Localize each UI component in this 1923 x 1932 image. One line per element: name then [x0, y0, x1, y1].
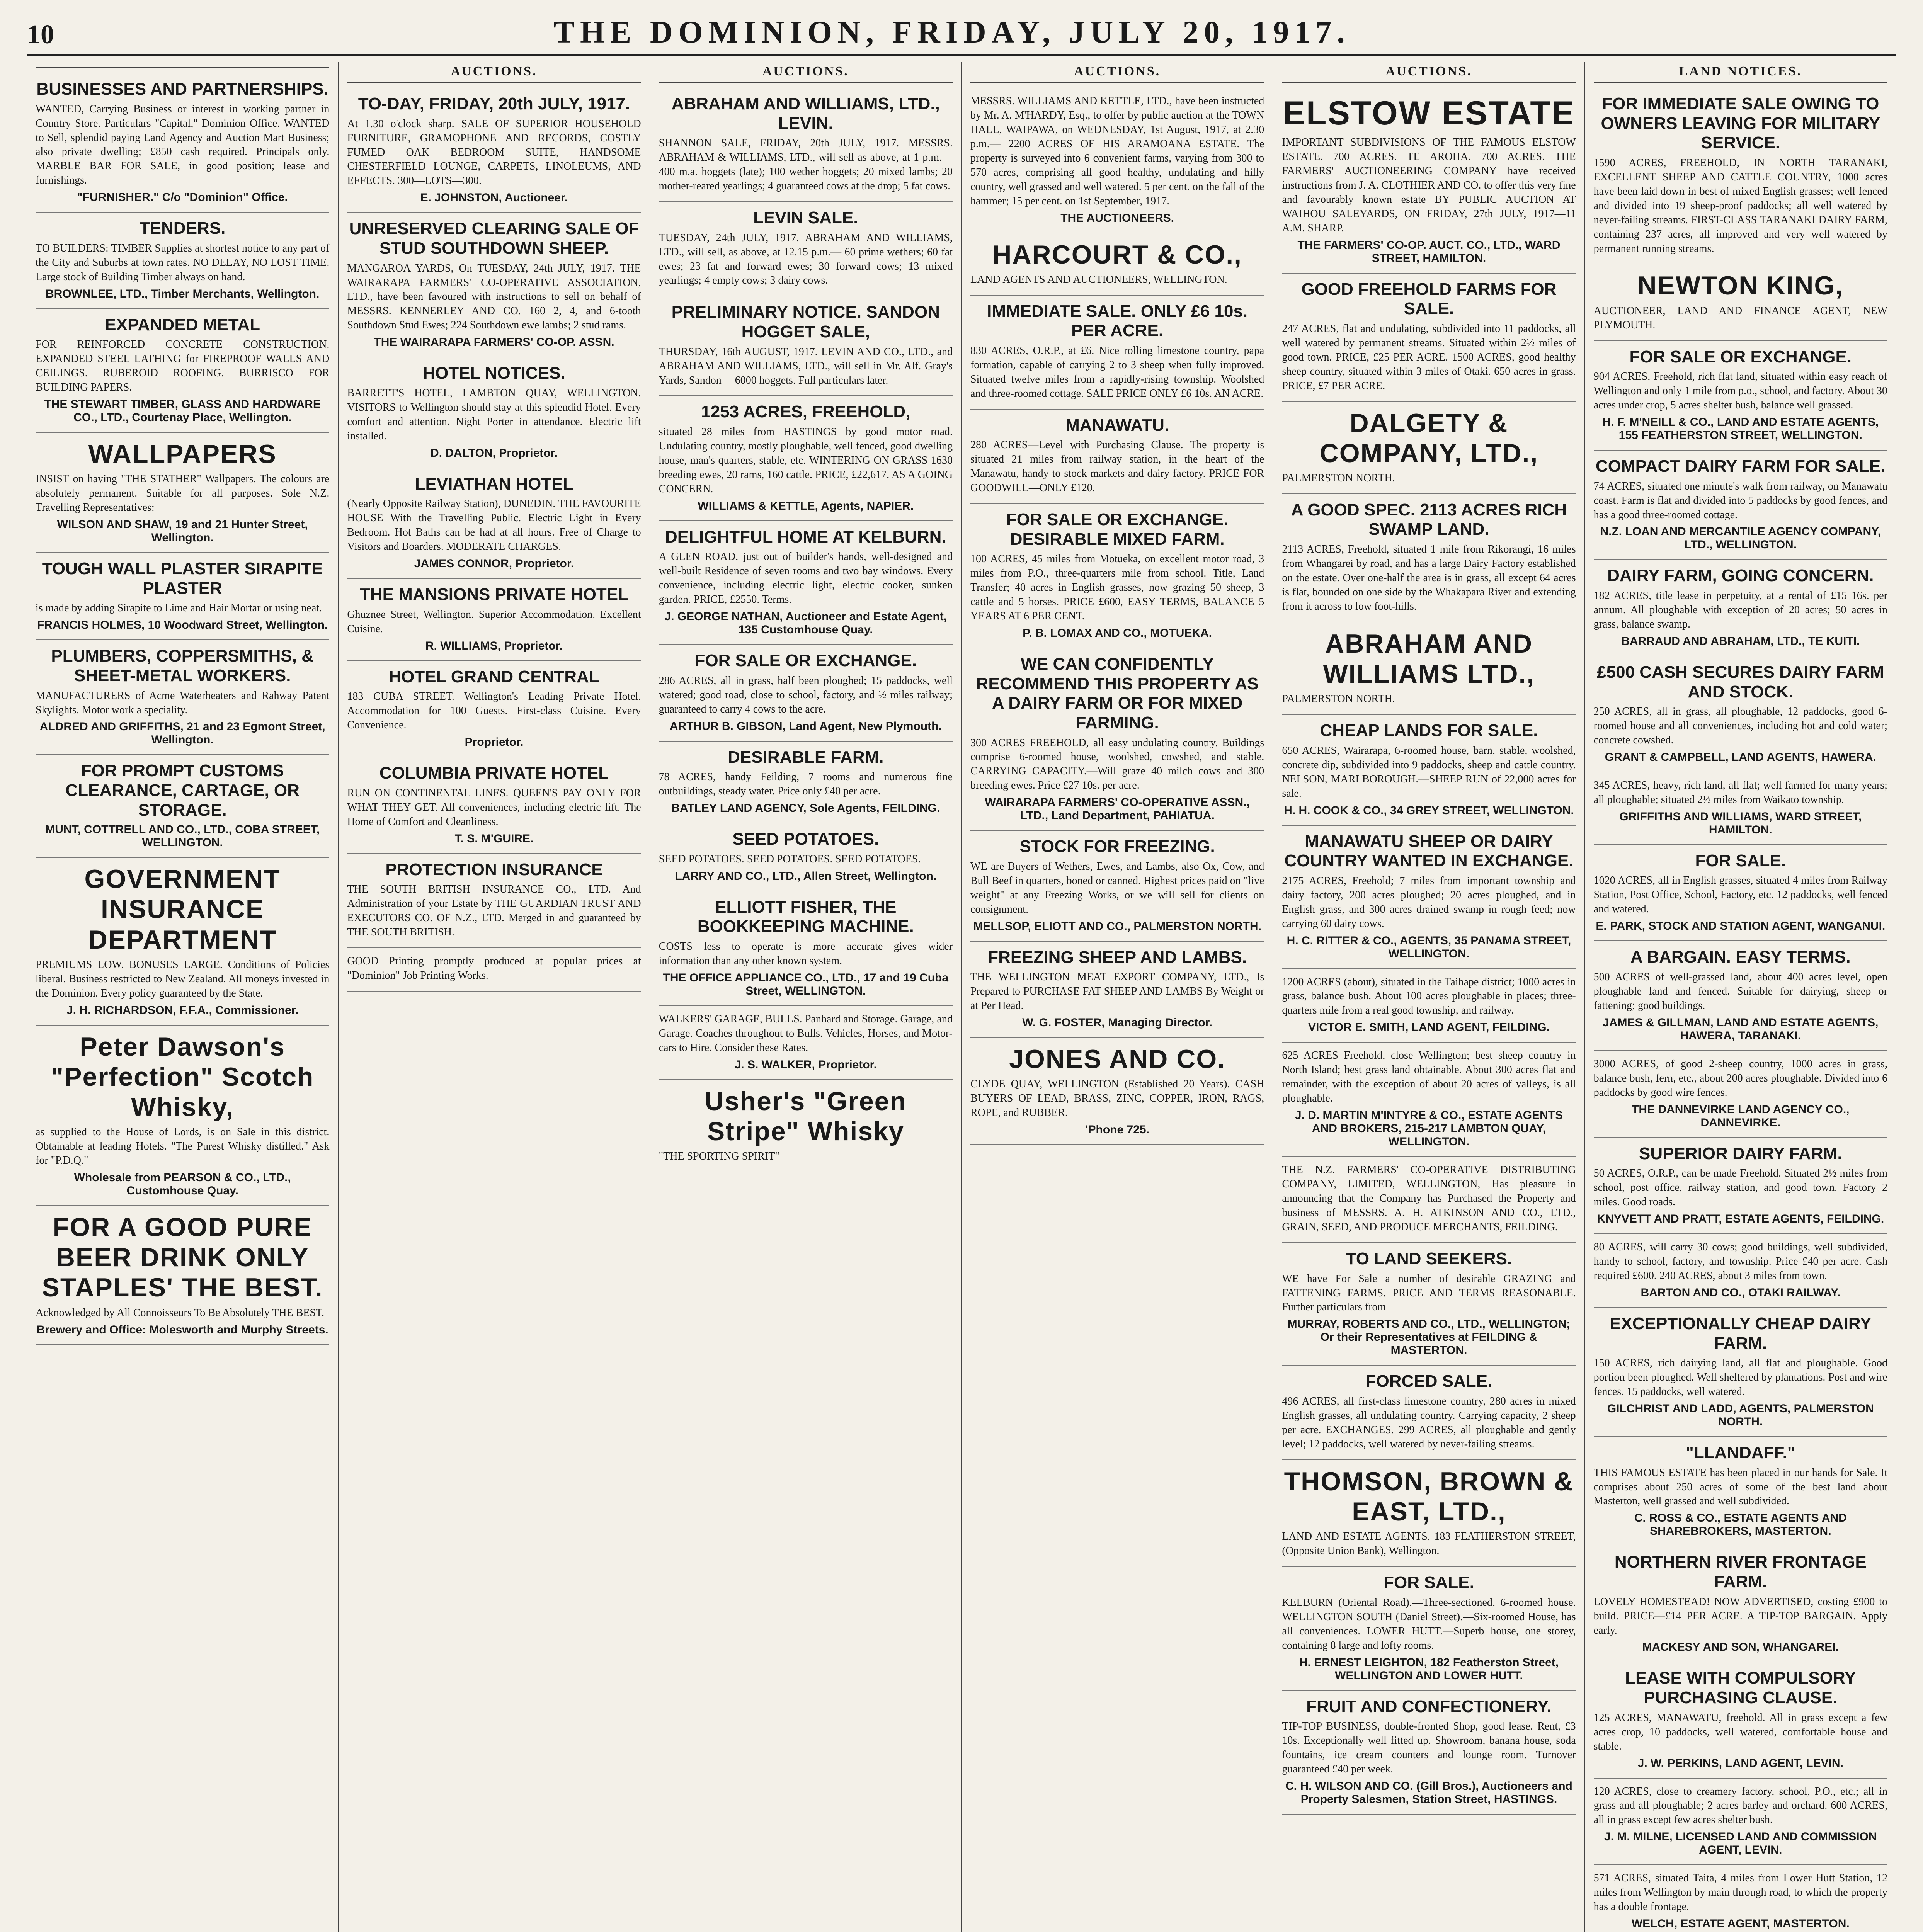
- ad-advertiser: H. H. COOK & CO., 34 GREY STREET, WELLINGTON.: [1284, 804, 1574, 817]
- advertisement: [347, 357, 641, 468]
- ad-headline: SEED POTATOES.: [732, 830, 879, 849]
- ad-headline: PLUMBERS, COPPERSMITHS, & SHEET-METAL WORKERS.: [51, 646, 314, 685]
- ad-body-text: THURSDAY, 16th AUGUST, 1917. LEVIN AND CO., LTD., and ABRAHAM AND WILLIAMS, LTD., will sell in Mr. Alf. Gray's Yards, Sandon— 6000 hoggets. Full particulars later.: [659, 345, 953, 386]
- advertisement: [36, 553, 329, 640]
- ad-body-text: COSTS less to operate—is more accurate—gives wider information than any other known system.: [659, 940, 953, 967]
- advertisement: [1594, 1051, 1887, 1138]
- ad-body-text: (Nearly Opposite Railway Station), DUNEDIN. THE FAVOURITE HOUSE With the Travelling Public. Electric Light in Every Bedroom. Hot Baths can be had at all hours. Free of Charge to Visitors and Boarders. MODERATE CHARGES.: [347, 498, 641, 553]
- advertisement: [36, 858, 329, 1025]
- ad-advertiser: T. S. M'GUIRE.: [454, 832, 534, 845]
- ad-advertiser: C. H. WILSON AND CO. (Gill Bros.), Auctioneers and Property Salesmen, Station Street, HASTINGS.: [1285, 1779, 1572, 1806]
- ad-headline: FOR SALE OR EXCHANGE.: [694, 651, 917, 670]
- ad-body-text: At 1.30 o'clock sharp. SALE OF SUPERIOR HOUSEHOLD FURNITURE, GRAMOPHONE AND RECORDS, COSTLY FUMED OAK BEDROOM SUITE, HANDSOME CHESTERFIELD LOUNGE, CARPETS, LINOLEUMS, AND EFFECTS. 300—LOTS—300.: [347, 117, 641, 187]
- ad-headline: FOR PROMPT CUSTOMS CLEARANCE, CARTAGE, OR STORAGE.: [65, 761, 300, 820]
- advertisement: [1594, 341, 1887, 451]
- ad-headline: FRUIT AND CONFECTIONERY.: [1306, 1697, 1552, 1716]
- column-6: [1585, 62, 1896, 1932]
- advertisement: [1594, 1437, 1887, 1546]
- ad-headline: DAIRY FARM, GOING CONCERN.: [1607, 566, 1874, 585]
- ad-body-text: IMPORTANT SUBDIVISIONS OF THE FAMOUS ELSTOW ESTATE. 700 ACRES. TE AROHA. 700 ACRES. THE FARMERS' AUCTIONEERING COMPANY have received instructions from J. A. CLOTHIER AND CO. to offer this very fine and favourably known estate BY PUBLIC AUCTION AT WAIHOU SALEYARDS, ON FRIDAY, 27th JULY, 1917—11 A.M. SHARP.: [1282, 136, 1576, 234]
- ad-headline: MANAWATU.: [1065, 415, 1169, 435]
- ad-headline: TO LAND SEEKERS.: [1346, 1249, 1512, 1268]
- advertisement: [1594, 941, 1887, 1051]
- advertisement: [1282, 1567, 1576, 1690]
- advertisement: [1594, 1546, 1887, 1662]
- ad-body-text: MANUFACTURERS of Acme Waterheaters and Rahway Patent Skylights. Motor work a speciality.: [36, 689, 330, 716]
- ad-advertiser: H. F. M'NEILL & CO., LAND AND ESTATE AGENTS, 155 FEATHERSTON STREET, WELLINGTON.: [1602, 416, 1879, 442]
- ad-headline: A BARGAIN. EASY TERMS.: [1630, 947, 1851, 967]
- ad-headline: ABRAHAM AND WILLIAMS, LTD., LEVIN.: [671, 94, 940, 133]
- ad-body-text: RUN ON CONTINENTAL LINES. QUEEN'S PAY ONLY FOR WHAT THEY GET. All conveniences, including electric lift. The Home of Comfort and Cleanliness.: [347, 787, 641, 828]
- ad-headline: COMPACT DAIRY FARM FOR SALE.: [1595, 457, 1886, 476]
- ad-advertiser: E. PARK, STOCK AND STATION AGENT, WANGANUI.: [1596, 920, 1886, 933]
- advertisement: [347, 948, 641, 992]
- advertisement: [970, 233, 1264, 296]
- ad-headline: Peter Dawson's "Perfection" Scotch Whisky,: [51, 1032, 314, 1122]
- column-5: [1273, 62, 1585, 1932]
- ad-body-text: 74 ACRES, situated one minute's walk from railway, on Manawatu coast. Farm is flat and divided into 5 paddocks by good fences, and has a good three-roomed cottage.: [1593, 480, 1887, 521]
- ad-advertiser: D. DALTON, Proprietor.: [431, 446, 558, 459]
- ad-body-text: 100 ACRES, 45 miles from Motueka, on excellent motor road, 3 miles from P.O., three-quarters mile from school. Title, Land Transfer; 40 acres in English grasses, now grazing 50 sheep, 3 cattle and 5 horses. PRICE £600, EASY TERMS, BALANCE 5 YEARS AT 6 PER CENT.: [970, 553, 1264, 622]
- ad-advertiser: N.Z. LOAN AND MERCANTILE AGENCY COMPANY, LTD., WELLINGTON.: [1600, 525, 1881, 551]
- ad-body-text: SEED POTATOES. SEED POTATOES. SEED POTATOES.: [659, 853, 921, 865]
- ad-advertiser: THE DANNEVIRKE LAND AGENCY CO., DANNEVIRKE.: [1632, 1103, 1850, 1129]
- ad-body-text: LAND AND ESTATE AGENTS, 183 FEATHERSTON STREET, (Opposite Union Bank), Wellington.: [1282, 1531, 1576, 1557]
- advertisement: [347, 854, 641, 948]
- ad-headline: GOVERNMENT INSURANCE DEPARTMENT: [84, 864, 281, 954]
- ad-body-text: CLYDE QUAY, WELLINGTON (Established 20 Years). CASH BUYERS OF LEAD, BRASS, ZINC, COPPER, IRON, RAGS, ROPE, and RUBBER.: [970, 1078, 1264, 1119]
- ad-body-text: WE are Buyers of Wethers, Ewes, and Lambs, also Ox, Cow, and Bull Beef in quarters, boned or canned. Highest prices paid on "live weight" at any Freezing Works, or we will sell for clients on consignment.: [970, 860, 1264, 915]
- advertisement: [1282, 1157, 1576, 1243]
- advertisement: [659, 823, 953, 891]
- ad-headline: PRELIMINARY NOTICE. SANDON HOGGET SALE,: [671, 303, 940, 341]
- ad-advertiser: E. JOHNSTON, Auctioneer.: [420, 191, 568, 204]
- ad-body-text: 1020 ACRES, all in English grasses, situated 4 miles from Railway Station, Post Office, School, Factory, etc. 12 paddocks, well fenced and watered.: [1593, 874, 1887, 915]
- ad-advertiser: WELCH, ESTATE AGENT, MASTERTON.: [1631, 1917, 1850, 1930]
- ad-body-text: A GLEN ROAD, just out of builder's hands, well-designed and well-built Residence of seven rooms and two bay windows. Every convenience, including electric light, electric cooker, sunken garden. PRICE, £2550. Terms.: [659, 551, 953, 606]
- advertisement: [659, 1006, 953, 1080]
- ad-headline: LEVIATHAN HOTEL: [415, 474, 573, 493]
- advertisement: [1594, 560, 1887, 656]
- ad-body-text: Ghuznee Street, Wellington. Superior Accommodation. Excellent Cuisine.: [347, 608, 641, 635]
- ad-body-text: GOOD Printing promptly produced at popular prices at "Dominion" Job Printing Works.: [347, 955, 641, 981]
- advertisement: [1282, 1043, 1576, 1157]
- advertisement: [1282, 1460, 1576, 1567]
- column-3: [650, 62, 962, 1932]
- ad-headline: £500 CASH SECURES DAIRY FARM AND STOCK.: [1597, 662, 1884, 701]
- ad-headline: FORCED SALE.: [1365, 1372, 1492, 1391]
- ad-advertiser: WAIRARAPA FARMERS' CO-OPERATIVE ASSN., LTD., Land Department, PAHIATUA.: [985, 796, 1250, 822]
- advertisement: [1282, 969, 1576, 1043]
- ad-headline: ELSTOW ESTATE: [1283, 95, 1575, 132]
- ad-advertiser: C. ROSS & CO., ESTATE AGENTS AND SHAREBROKERS, MASTERTON.: [1634, 1512, 1847, 1538]
- advertisement: [1282, 88, 1576, 274]
- advertisement: [659, 296, 953, 396]
- ad-advertiser: Brewery and Office: Molesworth and Murphy Streets.: [36, 1323, 328, 1336]
- ad-advertiser: THE STEWART TIMBER, GLASS AND HARDWARE CO., LTD., Courtenay Place, Wellington.: [44, 398, 321, 424]
- ad-headline: FREEZING SHEEP AND LAMBS.: [988, 947, 1247, 967]
- ad-advertiser: WILSON AND SHAW, 19 and 21 Hunter Street, Wellington.: [57, 518, 308, 544]
- ad-advertiser: GRIFFITHS AND WILLIAMS, WARD STREET, HAMILTON.: [1619, 810, 1862, 836]
- ad-headline: GOOD FREEHOLD FARMS FOR SALE.: [1301, 279, 1557, 318]
- advertisement: [970, 296, 1264, 410]
- ad-advertiser: Proprietor.: [465, 736, 524, 749]
- ad-advertiser: THE FARMERS' CO-OP. AUCT. CO., LTD., WARD STREET, HAMILTON.: [1297, 238, 1561, 265]
- ad-body-text: 280 ACRES—Level with Purchasing Clause. The property is situated 21 miles from railway station, in the heart of the Manawatu, handy to stock markets and dairy factory. PRICE FOR GOODWILL—ONLY £120.: [970, 439, 1264, 494]
- ad-body-text: FOR REINFORCED CONCRETE CONSTRUCTION. EXPANDED STEEL LATHING for FIREPROOF WALLS AND CEILINGS. RUBEROID ROOFING. BURRISCO FOR BUILDING PAPERS.: [36, 338, 330, 394]
- ad-body-text: AUCTIONEER, LAND AND FINANCE AGENT, NEW PLYMOUTH.: [1593, 304, 1887, 331]
- ad-advertiser: VICTOR E. SMITH, LAND AGENT, FEILDING.: [1308, 1021, 1550, 1034]
- ad-advertiser: 'Phone 725.: [1085, 1123, 1149, 1136]
- ad-advertiser: MURRAY, ROBERTS AND CO., LTD., WELLINGTON; Or their Representatives at FEILDING & MASTERTON.: [1287, 1318, 1571, 1357]
- advertisement: [1594, 1234, 1887, 1308]
- advertisement: [1594, 772, 1887, 845]
- advertisement: [970, 88, 1264, 233]
- ad-headline: ELLIOTT FISHER, THE BOOKKEEPING MACHINE.: [697, 897, 914, 936]
- advertisement: [36, 755, 329, 858]
- ad-body-text: 150 ACRES, rich dairying land, all flat and ploughable. Good portion been ploughed. Well sheltered by plantations. Post and wire fences. 15 paddocks, well watered.: [1593, 1357, 1887, 1398]
- advertisement: [1594, 451, 1887, 560]
- advertisement: [1282, 274, 1576, 402]
- ad-headline: IMMEDIATE SALE. ONLY £6 10s. PER ACRE.: [987, 301, 1248, 340]
- ad-body-text: 286 ACRES, all in grass, half been ploughed; 15 paddocks, well watered; good road, close to school, factory, and ½ miles railway; guaranteed to carry 4 cows to the acre.: [659, 674, 953, 715]
- ad-advertiser: BATLEY LAND AGENCY, Sole Agents, FEILDING.: [671, 802, 940, 815]
- ad-headline: EXPANDED METAL: [105, 315, 260, 334]
- ad-headline: DELIGHTFUL HOME AT KELBURN.: [665, 527, 946, 546]
- advertisement: [1594, 1662, 1887, 1778]
- ad-body-text: TO BUILDERS: TIMBER Supplies at shortest notice to any part of the City and Suburbs at town rates. NO DELAY, NO LOST TIME. Large stock of Building Timber always on hand.: [36, 242, 330, 283]
- columns: [27, 62, 1896, 1932]
- advertisement: [347, 88, 641, 213]
- ad-body-text: 650 ACRES, Wairarapa, 6-roomed house, barn, stable, woolshed, concrete dip, subdivided into 9 paddocks, sheep and cattle country. NELSON, MARLBOROUGH.—SHEEP RUN of 22,000 acres for sale.: [1282, 744, 1576, 799]
- advertisement: [970, 410, 1264, 504]
- ad-advertiser: J. D. MARTIN M'INTYRE & CO., ESTATE AGENTS AND BROKERS, 215-217 LAMBTON QUAY, WELLINGTON.: [1295, 1109, 1563, 1148]
- ad-advertiser: BARTON AND CO., OTAKI RAILWAY.: [1641, 1286, 1841, 1299]
- advertisement: [659, 202, 953, 296]
- ad-advertiser: ARTHUR B. GIBSON, Land Agent, New Plymouth.: [669, 719, 942, 733]
- advertisement: [659, 1080, 953, 1172]
- ad-body-text: "THE SPORTING SPIRIT": [659, 1150, 779, 1163]
- advertisement: [36, 213, 329, 309]
- ad-headline: A GOOD SPEC. 2113 ACRES RICH SWAMP LAND.: [1291, 500, 1567, 539]
- ad-advertiser: BROWNLEE, LTD., Timber Merchants, Wellington.: [45, 287, 320, 300]
- advertisement: [1282, 622, 1576, 715]
- ad-body-text: 300 ACRES FREEHOLD, all easy undulating country. Buildings comprise 6-roomed house, woolshed, cowshed, and stable. CARRYING CAPACITY.—Will graze 40 milch cows and 300 breeding ewes. Price £27 10s. per acre.: [970, 736, 1264, 792]
- advertisement: [970, 831, 1264, 941]
- ad-headline: UNRESERVED CLEARING SALE OF STUD SOUTHDOWN SHEEP.: [349, 219, 639, 258]
- ad-body-text: MESSRS. WILLIAMS AND KETTLE, LTD., have been instructed by Mr. A. M'HARDY, Esq., to offer by public auction at the TOWN HALL, WAIPAWA, on WEDNESDAY, 1st August, 1917, at 2.30 p.m.— 2200 ACRES OF HIS ARAMOANA ESTATE. The property is surveyed into 6 convenient farms, varying from 300 to 570 acres, comprising all good healthy, undulating and hilly country, well grassed and well watered. 5 per cent. on the fall of the hammer; 15 per cent. on 1st September, 1917.: [970, 95, 1264, 207]
- advertisement: [1594, 1308, 1887, 1437]
- advertisement: [1282, 826, 1576, 969]
- ad-body-text: PALMERSTON NORTH.: [1282, 693, 1395, 705]
- ad-advertiser: J. H. RICHARDSON, F.F.A., Commissioner.: [66, 1003, 299, 1017]
- advertisement: [1282, 494, 1576, 622]
- ad-advertiser: P. B. LOMAX AND CO., MOTUEKA.: [1023, 627, 1212, 640]
- ad-body-text: LOVELY HOMESTEAD! NOW ADVERTISED, costing £900 to build. PRICE—£14 PER ACRE. A TIP-TOP BARGAIN. Apply early.: [1593, 1595, 1887, 1636]
- ad-headline: FOR SALE.: [1384, 1573, 1474, 1592]
- ad-advertiser: H. ERNEST LEIGHTON, 182 Featherston Street, WELLINGTON AND LOWER HUTT.: [1299, 1656, 1559, 1682]
- advertisement: [36, 309, 329, 433]
- advertisement: [1282, 715, 1576, 825]
- ad-body-text: KELBURN (Oriental Road).—Three-sectioned, 6-roomed house. WELLINGTON SOUTH (Daniel Street).—Six-roomed House, has all conveniences. LOWER HUTT.—Superb house, one storey, containing 8 large and lofty rooms.: [1282, 1596, 1576, 1651]
- advertisement: [659, 742, 953, 824]
- advertisement: [1594, 1779, 1887, 1866]
- ad-headline: WE CAN CONFIDENTLY RECOMMEND THIS PROPERTY AS A DAIRY FARM OR FOR MIXED FARMING.: [976, 655, 1259, 732]
- advertisement: [659, 88, 953, 202]
- advertisement: [970, 648, 1264, 831]
- ad-body-text: 1200 ACRES (about), situated in the Taihape district; 1000 acres in grass, balance bush. About 100 acres ploughable in places; three-quarters mile from a real good township, and railway.: [1282, 976, 1576, 1017]
- ad-advertiser: H. C. RITTER & CO., AGENTS, 35 PANAMA STREET, WELLINGTON.: [1287, 934, 1571, 960]
- ad-headline: Usher's "Green Stripe" Whisky: [705, 1086, 907, 1146]
- advertisement: [970, 1038, 1264, 1145]
- advertisement: [970, 942, 1264, 1038]
- ad-headline: JONES AND CO.: [1009, 1044, 1226, 1074]
- ad-advertiser: LARRY AND CO., LTD., Allen Street, Wellington.: [675, 869, 937, 883]
- column-heading: AUCTIONS.: [659, 62, 953, 83]
- newspaper-title: THE DOMINION, FRIDAY, JULY 20, 1917.: [553, 14, 1350, 49]
- ad-headline: MANAWATU SHEEP OR DAIRY COUNTRY WANTED IN EXCHANGE.: [1284, 832, 1574, 871]
- advertisement: [659, 396, 953, 521]
- advertisement: [1282, 1691, 1576, 1815]
- ad-headline: HARCOURT & CO.,: [992, 240, 1242, 269]
- ad-body-text: 80 ACRES, will carry 30 cows; good buildings, well subdivided, handy to school, factory, and township. Price £40 per acre. Cash required £600. 240 ACRES, about 3 miles from town.: [1593, 1241, 1887, 1282]
- column-heading: LAND NOTICES.: [1594, 62, 1887, 83]
- ad-body-text: THE WELLINGTON MEAT EXPORT COMPANY, LTD., Is Prepared to PURCHASE FAT SHEEP AND LAMBS By Weight or at Per Head.: [970, 971, 1264, 1012]
- ad-body-text: is made by adding Sirapite to Lime and Hair Mortar or using neat.: [36, 602, 322, 614]
- advertisement: [36, 73, 329, 213]
- ad-advertiser: "FURNISHER." C/o "Dominion" Office.: [77, 191, 288, 204]
- ad-advertiser: Wholesale from PEARSON & CO., LTD., Customhouse Quay.: [74, 1171, 291, 1197]
- ad-body-text: 3000 ACRES, of good 2-sheep country, 1000 acres in grass, balance bush, fern, etc., about 200 acres ploughable. Divided into 6 paddocks by good wire fences.: [1593, 1058, 1887, 1099]
- ad-body-text: 2113 ACRES, Freehold, situated 1 mile from Rikorangi, 16 miles from Whangarei by road, and has a large Dairy Factory established on the estate. Over one-half the area is in grass, all except 64 acres is flat, bounded on one side by the Whakapara River and extending from it across to low foot-hills.: [1282, 543, 1576, 612]
- ad-headline: COLUMBIA PRIVATE HOTEL: [379, 764, 609, 783]
- advertisement: [1594, 1138, 1887, 1234]
- advertisement: [659, 645, 953, 741]
- ad-headline: PROTECTION INSURANCE: [385, 860, 603, 879]
- ad-headline: HOTEL GRAND CENTRAL: [389, 667, 599, 686]
- ad-advertiser: J. GEORGE NATHAN, Auctioneer and Estate Agent, 135 Customhouse Quay.: [664, 610, 947, 636]
- ad-body-text: THE N.Z. FARMERS' CO-OPERATIVE DISTRIBUTING COMPANY, LIMITED, WELLINGTON, Has pleasure in announcing that the Company has Purchased the Property and business of MESSRS. A. H. ATKINSON AND CO., LTD., GRAIN, SEED, AND PRODUCE MERCHANTS, FEILDING.: [1282, 1164, 1576, 1233]
- ad-headline: HOTEL NOTICES.: [423, 364, 565, 383]
- advertisement: [1282, 1243, 1576, 1366]
- column-heading: AUCTIONS.: [970, 62, 1264, 83]
- ad-advertiser: J. S. WALKER, Proprietor.: [734, 1058, 877, 1071]
- ad-advertiser: THE WAIRARAPA FARMERS' CO-OP. ASSN.: [374, 336, 614, 349]
- ad-headline: FOR SALE.: [1695, 851, 1786, 870]
- ad-body-text: 500 ACRES of well-grassed land, about 400 acres level, open ploughable land and fenced. Suitable for dairying, sheep or fattening; good buildings.: [1593, 971, 1887, 1012]
- ad-advertiser: JAMES CONNOR, Proprietor.: [414, 557, 574, 570]
- ad-body-text: 183 CUBA STREET. Wellington's Leading Private Hotel. Accommodation for 100 Guests. First-class Cuisine. Every Convenience.: [347, 690, 641, 731]
- ad-body-text: TUESDAY, 24th JULY, 1917. ABRAHAM AND WILLIAMS, LTD., will sell, as above, at 12.15 p.m.— 60 prime wethers; 60 fat ewes; 23 fat and forward ewes; 30 forward cows; 13 mixed yearlings; 4 empty cows; 3 dairy cows.: [659, 231, 953, 287]
- ad-headline: DESIRABLE FARM.: [728, 747, 884, 767]
- ad-headline: "LLANDAFF.": [1685, 1443, 1795, 1462]
- advertisement: [1594, 1865, 1887, 1932]
- column-heading: [36, 62, 329, 68]
- ad-headline: NORTHERN RIVER FRONTAGE FARM.: [1614, 1553, 1867, 1592]
- ad-body-text: PREMIUMS LOW. BONUSES LARGE. Conditions of Policies liberal. Business restricted to New Zealand. All moneys invested in the Dominion. Every policy guaranteed by the State.: [36, 958, 330, 999]
- advertisement: [1282, 1366, 1576, 1460]
- column-heading: AUCTIONS.: [347, 62, 641, 83]
- ad-headline: FOR IMMEDIATE SALE OWING TO OWNERS LEAVING FOR MILITARY SERVICE.: [1601, 94, 1880, 153]
- advertisement: [347, 757, 641, 854]
- advertisement: [1594, 264, 1887, 341]
- ad-body-text: 571 ACRES, situated Taita, 4 miles from Lower Hutt Station, 12 miles from Wellington by main through road, to which the property has a double frontage.: [1593, 1872, 1887, 1913]
- advertisement: [659, 891, 953, 1006]
- advertisement: [347, 468, 641, 579]
- advertisement: [1594, 845, 1887, 941]
- ad-headline: DALGETY & COMPANY, LTD.,: [1319, 408, 1538, 468]
- ad-body-text: 125 ACRES, MANAWATU, freehold. All in grass except a few acres crop, 10 paddocks, well watered, comfortable house and stable.: [1593, 1711, 1887, 1752]
- ad-headline: NEWTON KING,: [1637, 271, 1844, 301]
- column-4: [962, 62, 1273, 1932]
- ad-headline: CHEAP LANDS FOR SALE.: [1320, 721, 1538, 740]
- ad-headline: TOUGH WALL PLASTER SIRAPITE PLASTER: [42, 559, 323, 598]
- ad-body-text: 345 ACRES, heavy, rich land, all flat; well farmed for many years; all ploughable; situated 2½ miles from Waikato township.: [1593, 779, 1887, 806]
- advertisement: [1282, 402, 1576, 494]
- ad-body-text: 247 ACRES, flat and undulating, subdivided into 11 paddocks, all well watered by permanent streams. Situated within 2½ miles of good town. PRICE, £25 PER ACRE. 1500 ACRES, good healthy sheep country, situated within 3 miles of Otaki. 650 acres in grass. PRICE, £7 PER ACRE.: [1282, 322, 1576, 392]
- ad-body-text: as supplied to the House of Lords, is on Sale in this district. Obtainable at leading Hotels. "The Purest Whisky distilled." Ask for "P.D.Q.": [36, 1126, 330, 1167]
- ad-body-text: 1590 ACRES, FREEHOLD, IN NORTH TARANAKI, EXCELLENT SHEEP AND CATTLE COUNTRY, 1000 acres have been laid down in best of mixed English grasses; well fenced and divided into 19 sheep-proof paddocks; all well watered by never-failing streams. FIRST-CLASS TARANAKI DAIRY FARM, containing 237 acres, all improved and very well watered by permanent running streams.: [1593, 156, 1887, 255]
- ad-advertiser: J. M. MILNE, LICENSED LAND AND COMMISSION AGENT, LEVIN.: [1604, 1830, 1877, 1857]
- ad-advertiser: WILLIAMS & KETTLE, Agents, NAPIER.: [698, 499, 914, 512]
- ad-advertiser: KNYVETT AND PRATT, ESTATE AGENTS, FEILDING.: [1597, 1213, 1884, 1226]
- ad-body-text: LAND AGENTS AND AUCTIONEERS, WELLINGTON.: [970, 273, 1227, 286]
- ad-headline: ABRAHAM AND WILLIAMS LTD.,: [1323, 629, 1535, 689]
- ad-body-text: situated 28 miles from HASTINGS by good motor road. Undulating country, mostly ploughable, well fenced, good dwelling house, man's quarters, stable, etc. WINTERING ON GRASS 1630 breeding ewes, 20 rams, 160 cattle. PRICE, £22,617. AS A GOING CONCERN.: [659, 426, 953, 495]
- ad-headline: LEASE WITH COMPULSORY PURCHASING CLAUSE.: [1625, 1668, 1856, 1708]
- ad-body-text: 78 ACRES, handy Feilding, 7 rooms and numerous fine outbuildings, steady water. Price only £40 per acre.: [659, 771, 953, 798]
- ad-advertiser: THE OFFICE APPLIANCE CO., LTD., 17 and 19 Cuba Street, WELLINGTON.: [663, 971, 949, 997]
- ad-advertiser: JAMES & GILLMAN, LAND AND ESTATE AGENTS, HAWERA, TARANAKI.: [1603, 1016, 1879, 1042]
- ad-headline: THOMSON, BROWN & EAST, LTD.,: [1284, 1466, 1574, 1527]
- ad-body-text: 830 ACRES, O.R.P., at £6. Nice rolling limestone country, papa formation, capable of carrying 2 to 3 sheep when fully improved. Situated twelve miles from a rapidly-rising township. Woolshed and three-roomed cottage. SALE PRICE ONLY £6 10s. AN ACRE.: [970, 344, 1264, 400]
- ad-headline: TO-DAY, FRIDAY, 20th JULY, 1917.: [358, 94, 630, 113]
- ad-body-text: BARRETT'S HOTEL, LAMBTON QUAY, WELLINGTON. VISITORS to Wellington should stay at this splendid Hotel. Every comfort and attention. Night Porter in attendance. Electric lift installed.: [347, 387, 641, 442]
- ad-advertiser: GILCHRIST AND LADD, AGENTS, PALMERSTON NORTH.: [1607, 1402, 1874, 1428]
- ad-headline: THE MANSIONS PRIVATE HOTEL: [359, 585, 629, 604]
- ad-body-text: TIP-TOP BUSINESS, double-fronted Shop, good lease. Rent, £3 10s. Exceptionally well fitted up. Showroom, banana house, soda fountains, ice cream counters and lounge room. Turnover guaranteed £40 per week.: [1282, 1720, 1576, 1775]
- ad-advertiser: R. WILLIAMS, Proprietor.: [425, 639, 563, 652]
- ad-advertiser: MELLSOP, ELIOTT AND CO., PALMERSTON NORTH.: [973, 920, 1261, 933]
- advertisement: [347, 579, 641, 661]
- ad-advertiser: ALDRED AND GRIFFITHS, 21 and 23 Egmont Street, Wellington.: [39, 720, 325, 747]
- ad-body-text: Acknowledged by All Connoisseurs To Be Absolutely THE BEST.: [36, 1306, 325, 1319]
- advertisement: [1594, 656, 1887, 772]
- page-number: 10: [27, 20, 54, 49]
- ad-headline: EXCEPTIONALLY CHEAP DAIRY FARM.: [1610, 1314, 1872, 1353]
- advertisement: [36, 1026, 329, 1206]
- ad-body-text: 2175 ACRES, Freehold; 7 miles from important township and dairy factory, 200 acres ploughed; 20 acres ploughed, and in English grass, and 300 acres drained swamp in rough feed; now carrying 60 dairy cows.: [1282, 874, 1576, 930]
- ad-advertiser: MUNT, COTTRELL AND CO., LTD., COBA STREET, WELLINGTON.: [45, 823, 320, 849]
- column-2: [339, 62, 650, 1932]
- ad-body-text: THE SOUTH BRITISH INSURANCE CO., LTD. And Administration of your Estate by THE GUARDIAN TRUST AND EXECUTORS CO. OF N.Z., LTD. Merged in and guaranteed by THE SOUTH BRITISH.: [347, 883, 641, 938]
- ad-body-text: PALMERSTON NORTH.: [1282, 472, 1395, 484]
- ad-advertiser: THE AUCTIONEERS.: [1060, 211, 1174, 224]
- ad-body-text: 50 ACRES, O.R.P., can be made Freehold. Situated 2½ miles from school, post office, railway station, and good town. Factory 2 miles. Good roads.: [1593, 1167, 1887, 1208]
- ad-body-text: WALKERS' GARAGE, BULLS. Panhard and Storage. Garage, and Garage. Coaches throughout to Bulls. Vehicles, Horses, and Motor-cars to Hire. Consider these Rates.: [659, 1013, 953, 1054]
- advertisement: [1594, 88, 1887, 264]
- ad-headline: BUSINESSES AND PARTNERSHIPS.: [36, 80, 328, 99]
- ad-headline: WALLPAPERS: [88, 439, 277, 469]
- ad-body-text: 625 ACRES Freehold, close Wellington; best sheep country in North Island; best grass land obtainable. About 300 acres flat and remainder, with the exception of about 20 acres of valleys, is all ploughable.: [1282, 1049, 1576, 1105]
- advertisement: [970, 504, 1264, 648]
- ad-advertiser: MACKESY AND SON, WHANGAREI.: [1642, 1641, 1839, 1654]
- advertisement: [347, 213, 641, 357]
- ad-advertiser: GRANT & CAMPBELL, LAND AGENTS, HAWERA.: [1605, 750, 1876, 764]
- ad-body-text: MANGAROA YARDS, On TUESDAY, 24th JULY, 1917. THE WAIRARAPA FARMERS' CO-OPERATIVE ASSOCIATION, LTD., have been favoured with instructions to sell on behalf of MESSRS. KENNERLEY AND CO. 160 2, 4, and 6-tooth Southdown Stud Ewes; 224 Southdown ewe lambs; 2 stud rams.: [347, 262, 641, 332]
- ad-headline: TENDERS.: [139, 219, 226, 238]
- ad-body-text: 182 ACRES, title lease in perpetuity, at a rental of £15 16s. per annum. All ploughable with exception of 20 acres; 50 acres in grass, balance swamp.: [1593, 590, 1887, 630]
- ad-headline: SUPERIOR DAIRY FARM.: [1639, 1144, 1842, 1163]
- ad-advertiser: W. G. FOSTER, Managing Director.: [1022, 1016, 1212, 1029]
- advertisement: [36, 433, 329, 553]
- ad-body-text: WE have For Sale a number of desirable GRAZING and FATTENING FARMS. PRICE AND TERMS REASONABLE. Further particulars from: [1282, 1272, 1576, 1313]
- ad-body-text: 120 ACRES, close to creamery factory, school, P.O., etc.; all in grass and all ploughable; 2 acres barley and orchard. 600 ACRES, all in grass except few acres shelter bush.: [1593, 1785, 1887, 1826]
- ad-advertiser: FRANCIS HOLMES, 10 Woodward Street, Wellington.: [37, 619, 328, 632]
- advertisement: [659, 521, 953, 645]
- ad-advertiser: J. W. PERKINS, LAND AGENT, LEVIN.: [1637, 1757, 1843, 1770]
- ad-headline: STOCK FOR FREEZING.: [1019, 837, 1215, 856]
- column-1: [27, 62, 339, 1932]
- advertisement: [36, 640, 329, 755]
- column-heading: AUCTIONS.: [1282, 62, 1576, 83]
- ad-headline: FOR SALE OR EXCHANGE.: [1629, 347, 1852, 366]
- ad-body-text: SHANNON SALE, FRIDAY, 20th JULY, 1917. MESSRS. ABRAHAM & WILLIAMS, LTD., will sell as above, at 1 p.m.— 400 m.a. hoggets (late); 100 wether hoggets; 20 mixed lambs; 20 mother-reared yearlings; 4 guaranteed cows at the drop; 5 fat cows.: [659, 137, 953, 192]
- ad-headline: LEVIN SALE.: [753, 208, 858, 227]
- ad-body-text: THIS FAMOUS ESTATE has been placed in our hands for Sale. It comprises about 250 acres of some of the best land about Masterton, well grassed and well subdivided.: [1593, 1466, 1887, 1507]
- ad-body-text: WANTED, Carrying Business or interest in working partner in Country Store. Particulars "Capital," Dominion Office. WANTED to Sell, splendid paying Land Agency and Auction Mart Business; also private dwelling; £850 cash required. Principals only. MARBLE BAR FOR SALE, in good position; lease and furnishings.: [36, 103, 330, 187]
- ad-headline: 1253 ACRES, FREEHOLD,: [701, 402, 910, 422]
- ad-headline: FOR A GOOD PURE BEER DRINK ONLY STAPLES' THE BEST.: [42, 1213, 323, 1303]
- ad-headline: FOR SALE OR EXCHANGE. DESIRABLE MIXED FARM.: [1006, 510, 1229, 549]
- ad-body-text: 496 ACRES, all first-class limestone country, 280 acres in mixed English grasses, all undulating country. Carrying capacity, 2 sheep per acre. EXCHANGES. 299 ACRES, all ploughable and gently level; 12 paddocks, well watered by never-failing streams.: [1282, 1395, 1576, 1450]
- advertisement: [36, 1206, 329, 1345]
- ad-body-text: 250 ACRES, all in grass, all ploughable, 12 paddocks, good 6-roomed house and all conveniences, including hot and cold water; concrete cowshed.: [1593, 706, 1887, 746]
- masthead: [27, 15, 1896, 56]
- ad-advertiser: BARRAUD AND ABRAHAM, LTD., TE KUITI.: [1621, 634, 1860, 648]
- advertisement: [347, 661, 641, 757]
- ad-body-text: INSIST on having "THE STATHER" Wallpapers. The colours are absolutely permanent. Suitable for all purposes. Sole N.Z. Travelling Representatives:: [36, 473, 330, 514]
- ad-body-text: 904 ACRES, Freehold, rich flat land, situated within easy reach of Wellington and only 1 mile from p.o., school, and factory. About 30 acres under crop, 5 acres shelter bush, balance well grassed.: [1593, 371, 1887, 412]
